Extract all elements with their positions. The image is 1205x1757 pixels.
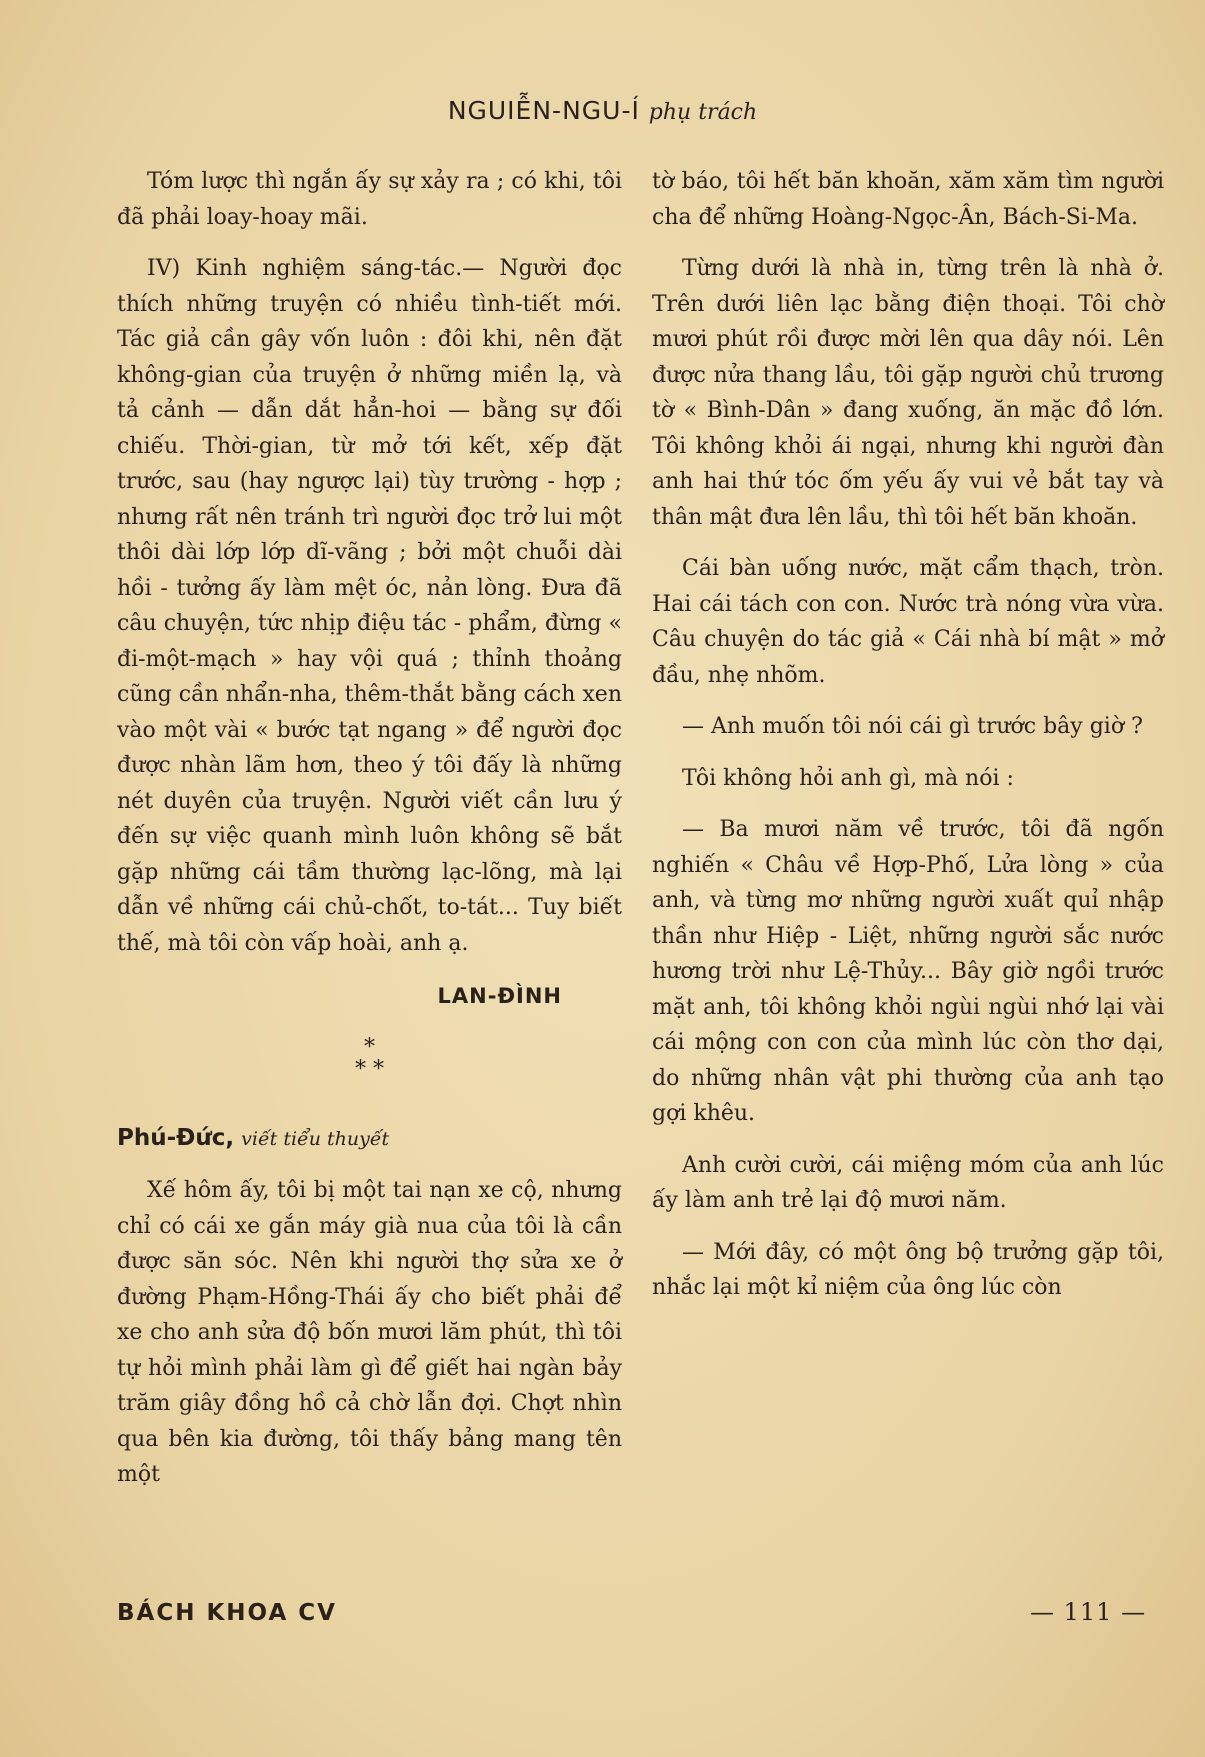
page-header	[0, 96, 1205, 125]
paragraph: — Mới đây, có một ông bộ trưởng gặp tôi, nhắc lại một kỉ niệm của ông lúc còn	[652, 1239, 1164, 1300]
paragraph: IV) Kinh nghiệm sáng-tác.— Người đọc thích những truyện có nhiều tình-tiết mới. Tác giả cần gây vốn luôn : đôi khi, nên đặt không-gian của truyện ở những miền lạ, và tả cảnh — dẫn dắt hẳn-hoi — bằng sự đối chiếu. Thời-gian, từ mở tới kết, xếp đặt trước, sau (hay ngược lại) tùy trường - hợp ; nhưng rất nên tránh trì người đọc trở lui một thôi dài lớp lớp dĩ-vãng ; bởi một chuỗi dài hồi - tưởng ấy làm mệt óc, nản lòng. Đưa đã câu chuyện, tức nhịp điệu tác - phẩm, đừng « đi-một-mạch » hay vội quá ; thỉnh thoảng cũng cần nhẩn-nha, thêm-thắt bằng cách xen vào một vài « bước tạt ngang » để người đọc được nhàn lãm hơn, theo ý tôi đấy là những nét duyên của truyện. Người viết cần lưu ý đến sự việc quanh mình luôn không sẽ bắt gặp những cái tầm thường lạc-lõng, mà lại dẫn về những cái chủ-chốt, to-tát... Tuy biết thế, mà tôi còn vấp hoài, anh ạ.	[117, 256, 622, 956]
paragraph: Tóm lược thì ngắn ấy sự xảy ra ; có khi, tôi đã phải loay-hoay mãi.	[117, 169, 622, 230]
divider-star-top: *	[364, 1034, 375, 1060]
section-divider	[117, 1034, 622, 1082]
section-role: viết tiểu thuyết	[241, 1127, 390, 1150]
footer-publication: BÁCH KHOA CV	[117, 1600, 337, 1626]
paragraph: Cái bàn uống nước, mặt cẩm thạch, tròn. Hai cái tách con con. Nước trà nóng vừa vừa. Câu chuyện do tác giả « Cái nhà bí mật » mở đầu, nhẹ nhõm.	[652, 556, 1164, 688]
section-name: Phú-Đức,	[117, 1124, 235, 1151]
right-column	[652, 164, 1164, 1306]
paragraph: tờ báo, tôi hết băn khoăn, xăm xăm tìm người cha để những Hoàng-Ngọc-Ân, Bách-Si-Ma.	[652, 169, 1164, 230]
author-signature: LAN-ĐÌNH	[437, 984, 562, 1008]
section-heading	[117, 1121, 622, 1158]
page-number: — 111 —	[1030, 1598, 1147, 1626]
divider-star-bottom: * *	[355, 1056, 384, 1082]
paragraph: — Ba mươi năm về trước, tôi đã ngốn nghiến « Châu về Hợp-Phố, Lửa lòng » của anh, và từng mơ những người xuất quỉ nhập thần như Hiệp - Liệt, những người sắc nước hương trời như Lệ-Thủy... Bây giờ ngồi trước mặt anh, tôi không khỏi ngùi ngùi nhớ lại vài cái mộng con con của mình lúc còn thơ dại, do những nhân vật phi thường của anh tạo gợi khêu.	[652, 817, 1164, 1126]
paragraph: Từng dưới là nhà in, từng trên là nhà ở. Trên dưới liên lạc bằng điện thoại. Tôi chờ mươi phút rồi được mời lên qua dây nói. Lên được nửa thang lầu, tôi gặp người chủ trương tờ « Bình-Dân » đang xuống, ăn mặc đồ lớn. Tôi không khỏi ái ngại, nhưng khi người đàn anh hai thứ tóc ốm yếu ấy vui vẻ bắt tay và thân mật đưa lên lầu, thì tôi hết băn khoăn.	[652, 256, 1164, 530]
paragraph: Anh cười cười, cái miệng móm của anh lúc ấy làm anh trẻ lại độ mươi năm.	[652, 1152, 1164, 1213]
header-title: NGUIỄN-NGU-Í	[447, 96, 640, 125]
paragraph: Tôi không hỏi anh gì, mà nói :	[682, 765, 1014, 791]
paragraph: Xế hôm ấy, tôi bị một tai nạn xe cộ, nhưng chỉ có cái xe gắn máy già nua của tôi là cần được săn sóc. Nên khi người thợ sửa xe ở đường Phạm-Hồng-Thái ấy cho biết phải để xe cho anh sửa độ bốn mươi lăm phút, thì tôi tự hỏi mình phải làm gì để giết hai ngàn bảy trăm giây đồng hồ cả chờ lẫn đợi. Chợt nhìn qua bên kia đường, tôi thấy bảng mang tên một	[117, 1178, 622, 1487]
paragraph: — Anh muốn tôi nói cái gì trước bây giờ ?	[682, 714, 1143, 739]
header-subtitle: phụ trách	[648, 100, 758, 125]
left-column	[117, 164, 622, 1493]
